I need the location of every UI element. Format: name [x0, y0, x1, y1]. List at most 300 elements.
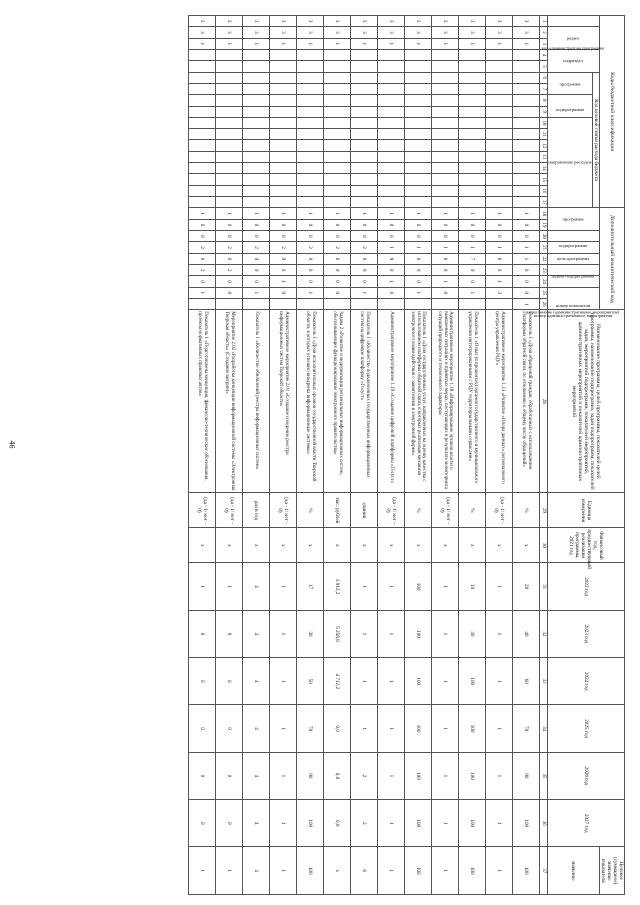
value-2022-cell: 100 [405, 563, 432, 610]
code-cell: 1 [486, 38, 513, 49]
target-value-cell: 4 [243, 847, 270, 895]
value-2025-cell: 100 [405, 705, 432, 752]
value-2024-cell: 0 [189, 658, 216, 705]
code-cell [216, 298, 243, 309]
header-2025: 2025 год [548, 705, 625, 752]
code-cell: 1 [432, 276, 459, 287]
header-programma-cs: программа [548, 72, 593, 95]
value-2026-cell: 100 [459, 752, 486, 799]
code-cell [189, 117, 216, 128]
code-cell [351, 83, 378, 94]
code-cell [243, 185, 270, 196]
code-cell: 1 [486, 242, 513, 253]
code-cell [459, 163, 486, 174]
value-2023-cell: 1 [351, 610, 378, 657]
name-cell: Показатель 1 «Охват (в процентах) органов государственного и муниципального управления интегрированными с РЦУ территориальными сервисами» [459, 310, 486, 493]
code-cell [243, 197, 270, 208]
unit-cell: % [405, 493, 432, 528]
code-cell: 0 [243, 276, 270, 287]
code-cell: 0 [513, 265, 540, 276]
code-cell [486, 95, 513, 106]
code-cell: 1 [297, 287, 324, 298]
code-cell: 1 [459, 38, 486, 49]
code-cell: 1 [243, 287, 270, 298]
code-cell [243, 106, 270, 117]
unit-cell: % [459, 493, 486, 528]
value-2026-cell: 100 [405, 752, 432, 799]
code-cell [189, 298, 216, 309]
code-cell: 3 [459, 16, 486, 27]
code-cell: 2 [243, 242, 270, 253]
code-cell [216, 72, 243, 83]
column-number: 19 [540, 219, 548, 230]
code-cell [351, 151, 378, 162]
code-cell: 0 [270, 219, 297, 230]
code-cell: 3 [405, 16, 432, 27]
value-2027-cell: 100 [297, 800, 324, 847]
code-cell [189, 197, 216, 208]
value-2025-cell: 1 [486, 705, 513, 752]
code-cell [351, 95, 378, 106]
column-number: 12 [540, 140, 548, 151]
value-2023-cell: 30 [297, 610, 324, 657]
code-cell [486, 83, 513, 94]
code-cell: 0 [270, 265, 297, 276]
code-cell [189, 95, 216, 106]
header-napravlenie: направление расходов [548, 117, 593, 208]
code-cell [405, 163, 432, 174]
value-2024-cell: 4 [243, 658, 270, 705]
code-cell: 0 [216, 231, 243, 242]
code-cell [297, 129, 324, 140]
code-cell: 1 [513, 298, 540, 309]
code-cell: 0 [351, 276, 378, 287]
code-cell [216, 174, 243, 185]
code-cell [459, 140, 486, 151]
value-2022-cell: 1 [378, 563, 405, 610]
code-cell [378, 151, 405, 162]
value-2025-cell: 100 [459, 705, 486, 752]
code-cell [189, 83, 216, 94]
value-2025-cell: 1 [432, 705, 459, 752]
code-cell [486, 129, 513, 140]
code-cell: 7 [459, 253, 486, 264]
code-cell [297, 197, 324, 208]
code-cell [189, 163, 216, 174]
name-cell: Показатель 1 «Количество обновлений реестра информационных систем» [243, 310, 270, 493]
code-cell [486, 140, 513, 151]
code-cell [270, 61, 297, 72]
value-2027-cell: 1 [432, 800, 459, 847]
code-cell: 1 [405, 242, 432, 253]
code-cell: 9 [378, 253, 405, 264]
header-podprogramma-cs: подпрограмма [548, 95, 593, 118]
code-cell [189, 174, 216, 185]
code-cell [513, 61, 540, 72]
page-number: 46 [7, 440, 17, 449]
code-cell [351, 174, 378, 185]
code-cell: 1 [378, 208, 405, 219]
target-value-cell: 6 [351, 847, 378, 895]
column-number: 33 [540, 658, 548, 705]
code-cell: 1 [513, 242, 540, 253]
code-cell [216, 61, 243, 72]
code-cell [351, 197, 378, 208]
code-cell [243, 117, 270, 128]
code-cell [189, 151, 216, 162]
column-number: 16 [540, 185, 548, 196]
code-cell [216, 49, 243, 60]
value-2026-cell: 2 [351, 752, 378, 799]
code-cell [324, 298, 351, 309]
target-value-cell: 1 [486, 847, 513, 895]
code-cell: 0 [486, 265, 513, 276]
code-cell: 3 [297, 27, 324, 38]
column-number-row [540, 16, 548, 895]
code-cell: 0 [324, 287, 351, 298]
code-cell [216, 117, 243, 128]
code-cell [324, 197, 351, 208]
target-value-cell: 1 [216, 847, 243, 895]
code-cell [243, 151, 270, 162]
target-value-cell: 1 [189, 847, 216, 895]
code-cell [270, 83, 297, 94]
code-cell [324, 185, 351, 196]
code-cell [270, 106, 297, 117]
value-2021-cell: х [351, 528, 378, 563]
column-number: 13 [540, 151, 548, 162]
code-cell: 1 [486, 208, 513, 219]
code-cell: 0 [459, 219, 486, 230]
code-cell: 1 [432, 208, 459, 219]
value-2022-cell: 1 [189, 563, 216, 610]
value-2022-cell: 10 [459, 563, 486, 610]
code-cell: 0 [216, 253, 243, 264]
table-body [189, 16, 540, 895]
value-2025-cell: 0 [216, 705, 243, 752]
code-cell [189, 72, 216, 83]
code-cell: 1 [189, 287, 216, 298]
code-cell [459, 106, 486, 117]
code-cell [216, 163, 243, 174]
code-cell: 0 [270, 231, 297, 242]
value-2027-cell: 1 [378, 800, 405, 847]
code-cell [432, 140, 459, 151]
code-cell [189, 49, 216, 60]
header-target: Целевое (суммарное) значение показателя [600, 847, 625, 895]
header-kbk: Код целевой статьи расхода бюджета [593, 72, 600, 208]
code-cell [513, 129, 540, 140]
header-name: Наименование программы, целей программы, показателей целей программы, наименование подпрограмм, задач подпрограмм, показателей задач, мероприятий подпрограмм, показателей мероприятий, административных мероприятий и показателей административных мероприятий [548, 310, 625, 493]
value-2025-cell: 4 [243, 705, 270, 752]
code-cell [270, 140, 297, 151]
code-cell: 3 [432, 27, 459, 38]
code-cell [513, 117, 540, 128]
code-cell: 0 [432, 231, 459, 242]
code-cell: 0 [405, 265, 432, 276]
code-cell [378, 185, 405, 196]
code-cell: 1 [405, 208, 432, 219]
code-cell [216, 151, 243, 162]
column-number: 22 [540, 253, 548, 264]
code-cell [270, 185, 297, 196]
header-codes: Коды бюджетной классификации [600, 16, 625, 208]
value-2023-cell: 0 [189, 610, 216, 657]
code-cell [513, 163, 540, 174]
header-value: значение [548, 847, 600, 895]
code-cell [513, 174, 540, 185]
code-cell: 0 [378, 231, 405, 242]
code-cell [378, 197, 405, 208]
code-cell [297, 185, 324, 196]
table-row [459, 16, 486, 895]
value-2022-cell: 17 [297, 563, 324, 610]
column-number: 9 [540, 106, 548, 117]
value-2024-cell: 1 [351, 658, 378, 705]
column-number: 8 [540, 95, 548, 106]
value-2021-cell: х [243, 528, 270, 563]
code-cell: 1 [513, 38, 540, 49]
code-cell [351, 185, 378, 196]
value-2023-cell: 100 [405, 610, 432, 657]
code-cell [216, 197, 243, 208]
code-cell: 0 [243, 265, 270, 276]
column-number: 20 [540, 231, 548, 242]
code-cell: 1 [378, 276, 405, 287]
unit-cell: тыс. рублей [324, 493, 351, 528]
code-cell [432, 197, 459, 208]
column-number: 34 [540, 705, 548, 752]
code-cell [513, 106, 540, 117]
code-cell [486, 61, 513, 72]
code-cell [297, 72, 324, 83]
table-row [432, 16, 459, 895]
header-unit: Единица измерения [548, 493, 625, 528]
code-cell [486, 117, 513, 128]
column-number: 11 [540, 129, 548, 140]
code-cell: 6 [486, 253, 513, 264]
code-cell: 1 [459, 287, 486, 298]
code-cell: 8 [432, 253, 459, 264]
column-number: 14 [540, 163, 548, 174]
column-number: 23 [540, 265, 548, 276]
code-cell [378, 174, 405, 185]
value-2022-cell: 1 [351, 563, 378, 610]
value-2021-cell: х [405, 528, 432, 563]
value-2023-cell: 1 [432, 610, 459, 657]
code-cell [189, 140, 216, 151]
code-cell [486, 49, 513, 60]
code-cell: 0 [324, 231, 351, 242]
code-cell [270, 129, 297, 140]
value-2022-cell: 4 [243, 563, 270, 610]
value-2021-cell: х [324, 528, 351, 563]
code-cell [324, 151, 351, 162]
code-cell: 0 [324, 276, 351, 287]
code-cell [432, 298, 459, 309]
column-number: 17 [540, 197, 548, 208]
code-cell [243, 163, 270, 174]
header-nomer-meropr: номер административного мероприятия [548, 276, 600, 287]
code-cell [405, 151, 432, 162]
code-cell [459, 298, 486, 309]
code-cell: 0 [432, 219, 459, 230]
value-2023-cell: 1 [486, 610, 513, 657]
code-cell [486, 151, 513, 162]
value-2023-cell: 4 [243, 610, 270, 657]
code-cell [405, 140, 432, 151]
code-cell [243, 83, 270, 94]
code-cell [486, 298, 513, 309]
code-cell: 0 [297, 231, 324, 242]
name-cell: Административное мероприятие 2.01 «Создание и ведение реестра информационных систем Тверской области» [270, 310, 297, 493]
value-2026-cell: 0 [189, 752, 216, 799]
code-cell [513, 83, 540, 94]
value-2021-cell: х [297, 528, 324, 563]
code-cell: 1 [324, 38, 351, 49]
value-2027-cell: 0 [216, 800, 243, 847]
value-2022-cell: 1 [486, 563, 513, 610]
code-cell [324, 106, 351, 117]
code-cell: 1 [270, 38, 297, 49]
code-cell: 0 [243, 219, 270, 230]
code-cell [405, 95, 432, 106]
value-2024-cell: 100 [405, 658, 432, 705]
table-row [216, 16, 243, 895]
code-cell [243, 174, 270, 185]
code-cell: 2 [351, 242, 378, 253]
value-2025-cell: 70 [513, 705, 540, 752]
code-cell: 0 [486, 231, 513, 242]
column-number: 21 [540, 242, 548, 253]
code-cell [297, 83, 324, 94]
code-cell [351, 61, 378, 72]
code-cell: 0 [324, 253, 351, 264]
code-cell: 0 [513, 287, 540, 298]
code-cell: 1 [513, 253, 540, 264]
code-cell: 1 [432, 38, 459, 49]
target-value-cell: х [324, 847, 351, 895]
code-cell [378, 129, 405, 140]
column-number: 30 [540, 528, 548, 563]
header-podrazdel: подраздел [548, 49, 600, 72]
value-2024-cell: 1 [270, 658, 297, 705]
value-2021-cell: х [513, 528, 540, 563]
unit-cell: % [513, 493, 540, 528]
code-cell: 0 [459, 231, 486, 242]
code-cell: 0 [405, 219, 432, 230]
header-2023: 2023 год [548, 610, 625, 657]
value-2025-cell: 0 [189, 705, 216, 752]
value-2023-cell: 40 [513, 610, 540, 657]
code-cell [351, 298, 378, 309]
table-row [270, 16, 297, 895]
value-2024-cell: 1 [432, 658, 459, 705]
code-cell [432, 185, 459, 196]
unit-cell: (да - 1/ нет - 0) [432, 493, 459, 528]
code-cell [324, 49, 351, 60]
code-cell [243, 129, 270, 140]
header-nomer-pokaz: номер показателя [548, 287, 600, 310]
code-cell: 2 [189, 242, 216, 253]
value-2021-cell: х [378, 528, 405, 563]
header-razdel: раздел [548, 27, 600, 50]
code-cell: 0 [432, 287, 459, 298]
code-cell [432, 83, 459, 94]
value-2022-cell: 1 [432, 563, 459, 610]
value-2026-cell: 1 [378, 752, 405, 799]
value-2021-cell: х [189, 528, 216, 563]
code-cell: 0 [189, 231, 216, 242]
value-2027-cell: 1 [270, 800, 297, 847]
target-value-cell: 100 [459, 847, 486, 895]
code-cell: 1 [216, 208, 243, 219]
code-cell [459, 129, 486, 140]
code-cell [324, 83, 351, 94]
header-meropriyatie: мероприятие (административное мероприятие) [548, 265, 600, 276]
code-cell [270, 72, 297, 83]
column-number: 29 [540, 493, 548, 528]
value-2027-cell: 2 [351, 800, 378, 847]
code-cell: 1 [324, 208, 351, 219]
code-cell [297, 61, 324, 72]
column-number: 3 [540, 38, 548, 49]
column-number: 6 [540, 72, 548, 83]
code-cell: 1 [405, 287, 432, 298]
table-row [378, 16, 405, 895]
column-number: 10 [540, 117, 548, 128]
column-number: 1 [540, 16, 548, 27]
code-cell [378, 163, 405, 174]
code-cell [486, 72, 513, 83]
code-cell: 3 [216, 27, 243, 38]
code-cell [459, 95, 486, 106]
rotated-table-page [50, 15, 625, 895]
code-cell: 3 [486, 16, 513, 27]
code-cell [513, 72, 540, 83]
code-cell: 1 [243, 38, 270, 49]
code-cell [351, 117, 378, 128]
code-cell [351, 129, 378, 140]
code-cell: 0 [513, 219, 540, 230]
code-cell: 1 [297, 208, 324, 219]
code-cell [513, 151, 540, 162]
code-cell: 3 [216, 16, 243, 27]
header-zadacha: задача подпрограммы [548, 253, 600, 264]
code-cell [378, 83, 405, 94]
code-cell: 0 [216, 219, 243, 230]
code-cell [297, 106, 324, 117]
name-cell: Мероприятие 2.02 «Разработка концепции информационной системы «Электронная Тверская область» (Создание витрин)» [216, 310, 243, 493]
code-cell [297, 140, 324, 151]
value-2025-cell: 0,0 [324, 705, 351, 752]
code-cell [297, 174, 324, 185]
code-cell: 1 [216, 38, 243, 49]
code-cell: 3 [297, 16, 324, 27]
code-cell [216, 83, 243, 94]
code-cell: 3 [324, 27, 351, 38]
table-row [351, 16, 378, 895]
code-cell: 3 [243, 16, 270, 27]
header-podprogramma: подпрограмма [548, 231, 600, 242]
value-2023-cell: 0 [216, 610, 243, 657]
code-cell [432, 72, 459, 83]
value-2025-cell: 1 [351, 705, 378, 752]
code-cell: 0 [405, 276, 432, 287]
code-cell [324, 72, 351, 83]
code-cell [486, 106, 513, 117]
code-cell [243, 72, 270, 83]
